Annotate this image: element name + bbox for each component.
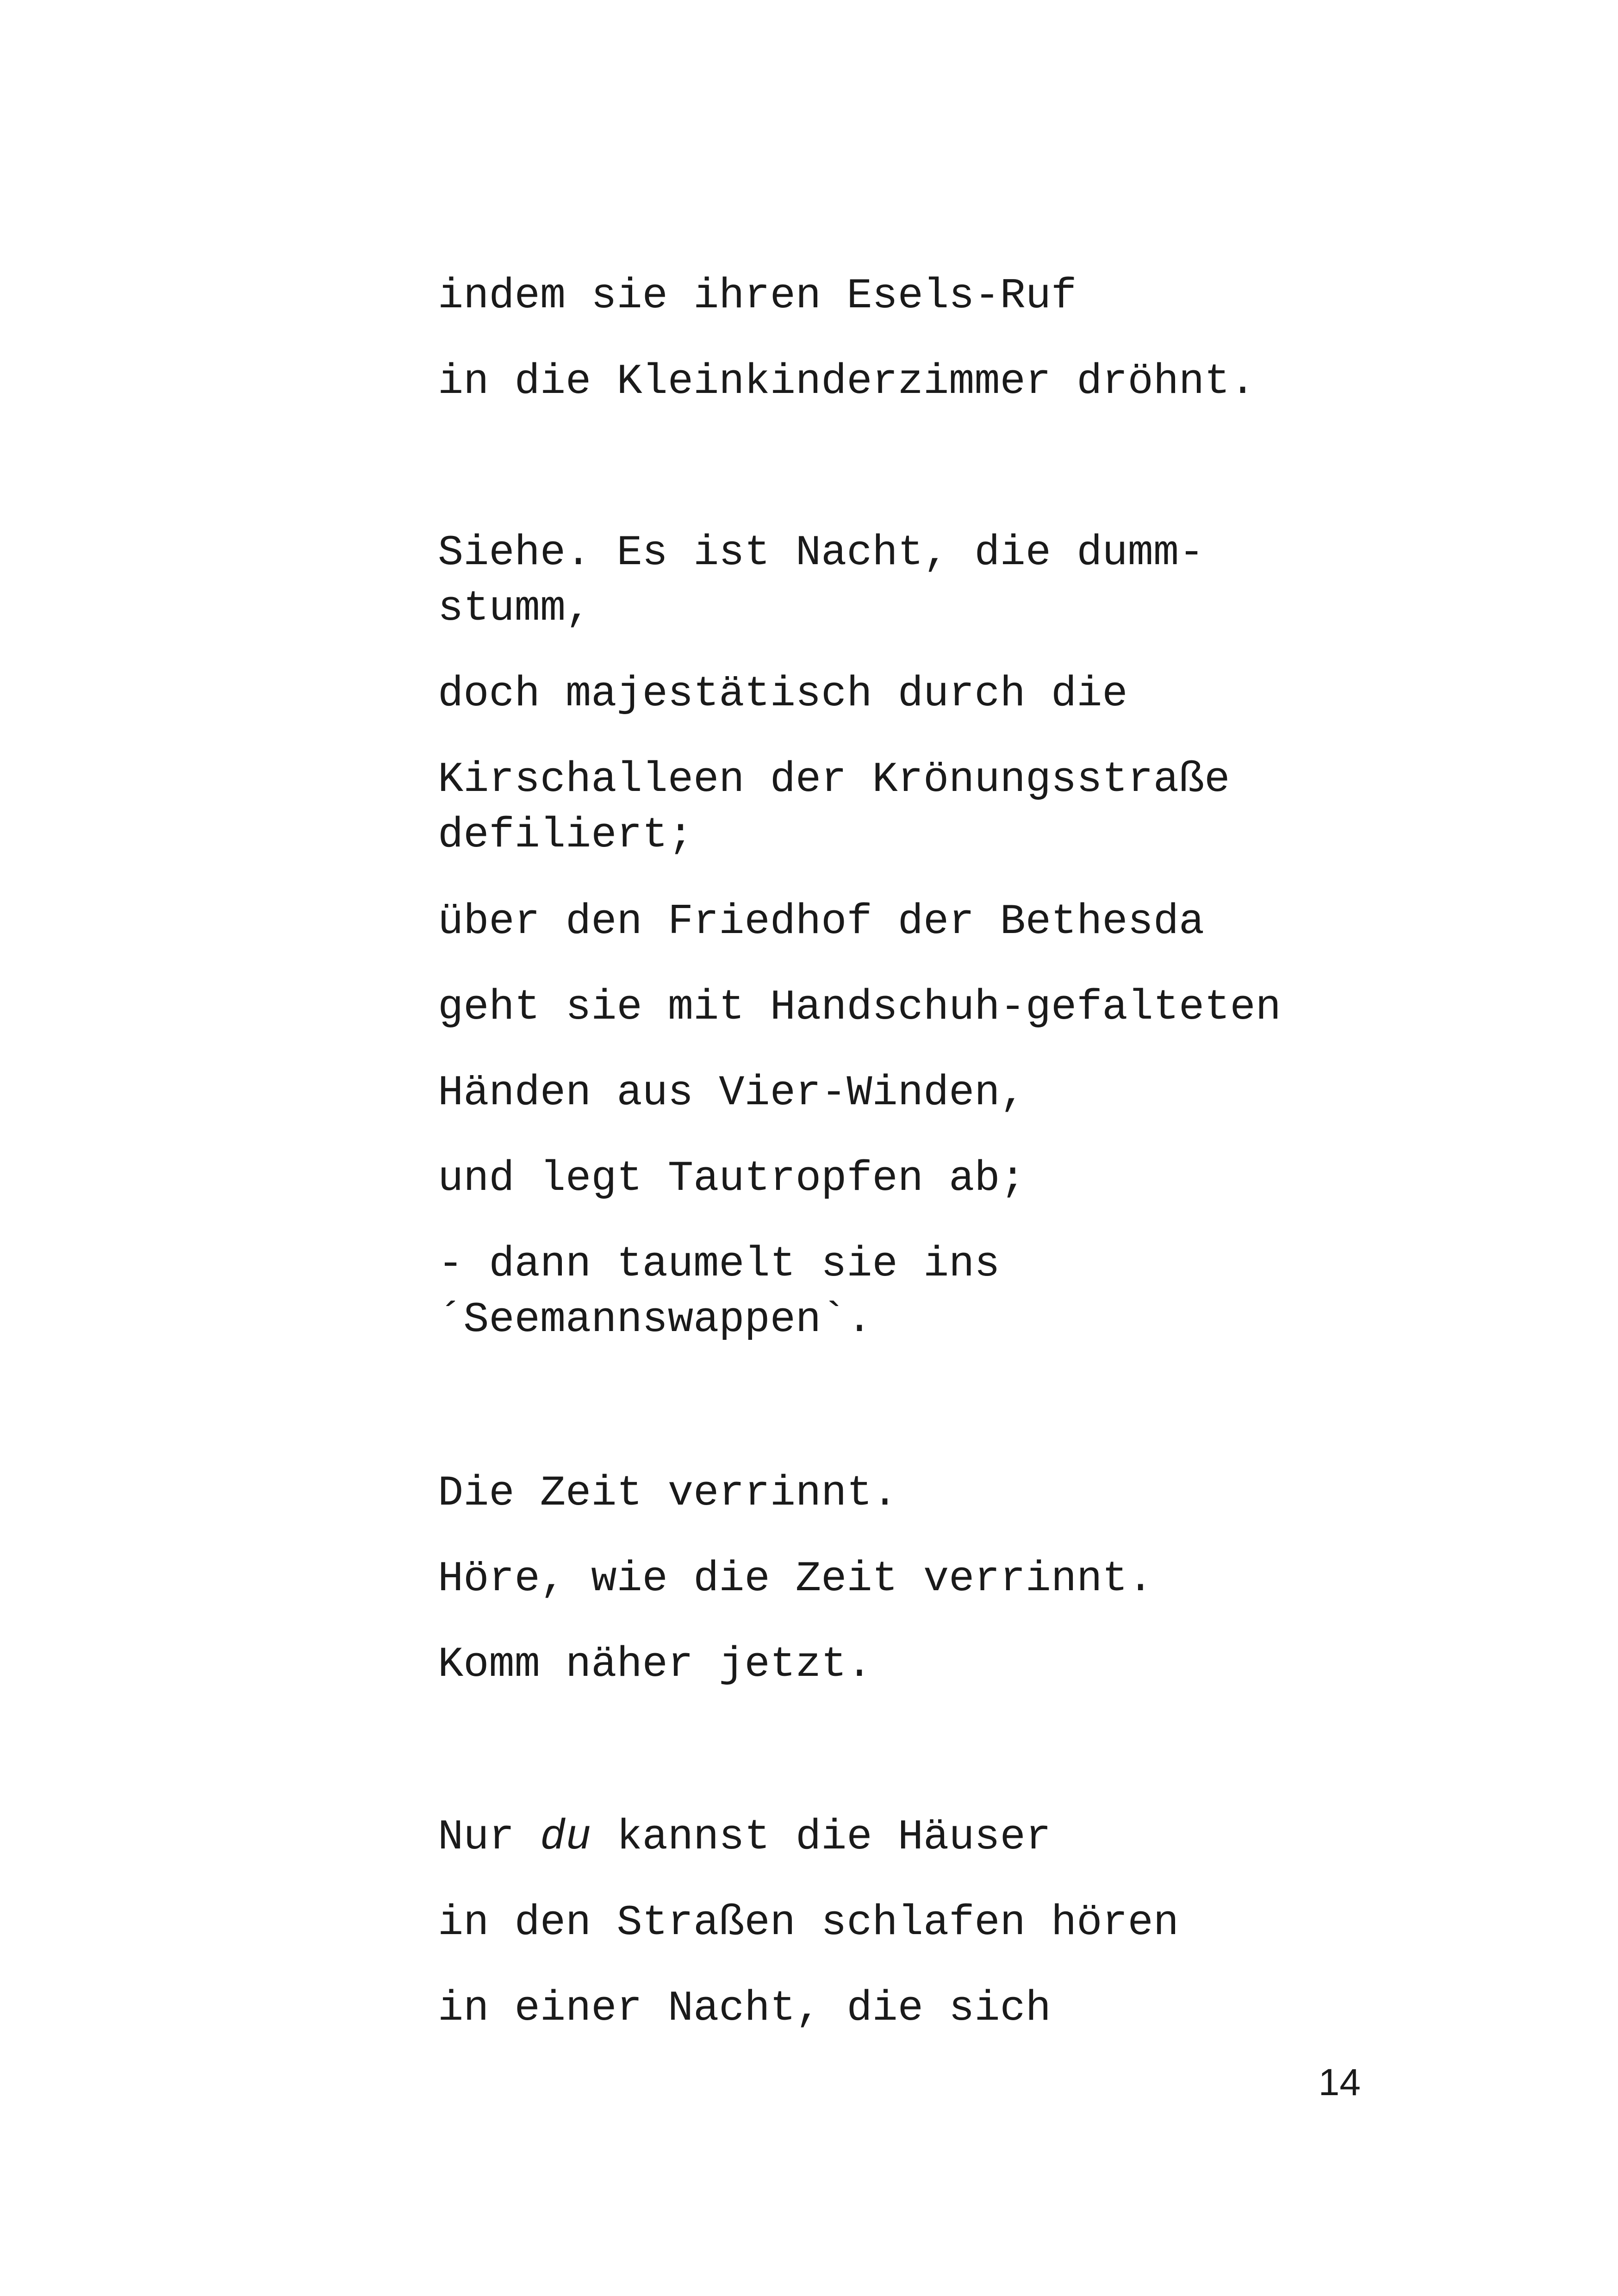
poem-line: Komm näher jetzt. (438, 1640, 872, 1689)
page-number: 14 (1318, 2061, 1361, 2103)
poem-line: defiliert; (438, 811, 694, 859)
poem-line: ´Seemannswappen`. (438, 1295, 872, 1344)
poem-line: in einer Nacht, die sich (438, 1984, 1052, 2033)
poem-line: geht sie mit Handschuh-gefalteten (438, 983, 1281, 1032)
poem-line: Siehe. Es ist Nacht, die dumm- (438, 529, 1205, 577)
poem-line: Händen aus Vier-Winden, (438, 1069, 1026, 1117)
poem-line-before: Nur (438, 1813, 540, 1861)
poem-line: über den Friedhof der Bethesda (438, 897, 1205, 946)
poem-line: und legt Tautropfen ab; (438, 1154, 1026, 1203)
poem-line-after: kannst die Häuser (591, 1813, 1052, 1861)
poem-line: doch majestätisch durch die (438, 670, 1128, 718)
poem-line: stumm, (438, 584, 591, 633)
emphasized-word: du (540, 1813, 591, 1861)
poem-line: indem sie ihren Esels-Ruf (438, 272, 1077, 320)
poem-line-emphasis (438, 1810, 1051, 1865)
poem-line: Höre, wie die Zeit verrinnt. (438, 1555, 1153, 1603)
poem-line: Die Zeit verrinnt. (438, 1469, 898, 1518)
poem-line: Kirschalleen der Krönungsstraße (438, 755, 1230, 804)
poem-line: in die Kleinkinderzimmer dröhnt. (438, 357, 1256, 406)
poem-line: in den Straßen schlafen hören (438, 1898, 1179, 1947)
poem-line: - dann taumelt sie ins (438, 1240, 1000, 1288)
